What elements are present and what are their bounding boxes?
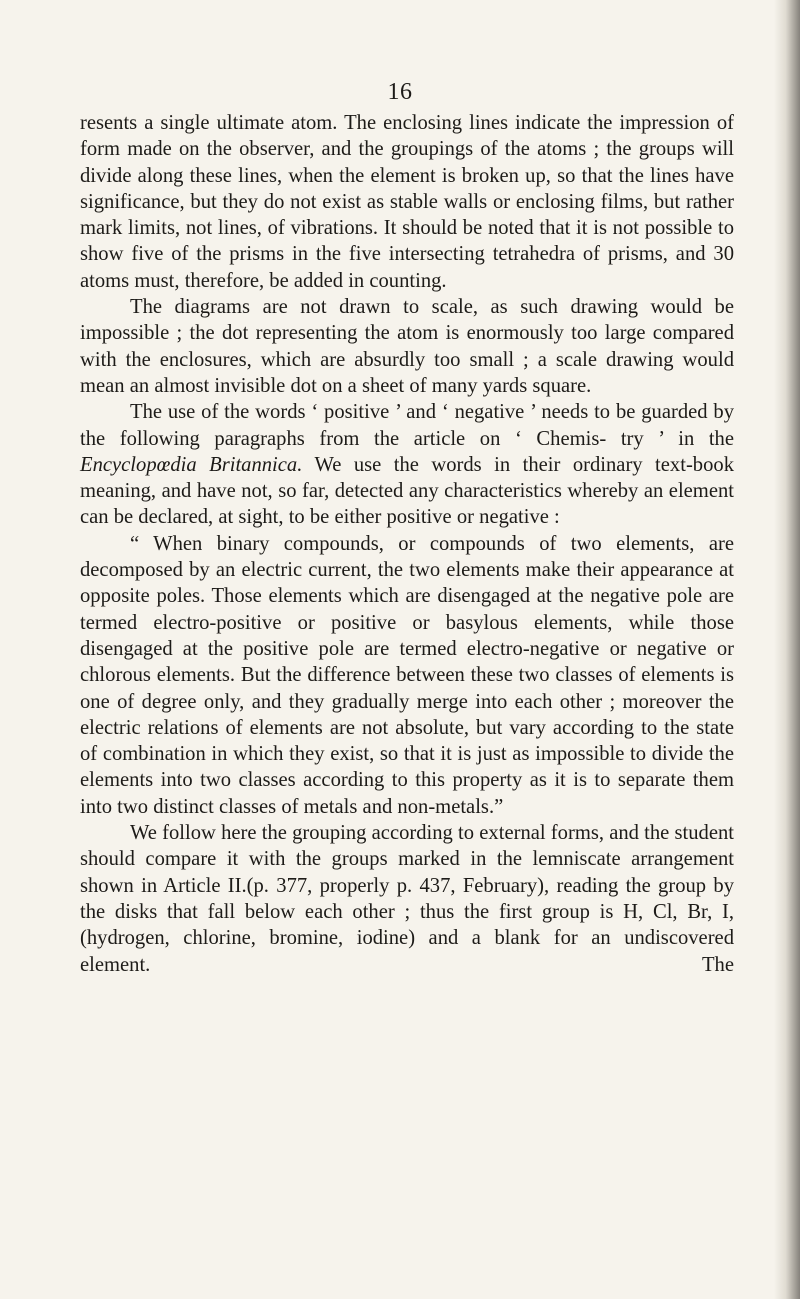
paragraph-positive-negative-end: We use the words in their ordinary text-book meaning, and have not, so far, detected any characteristics whereby an element can be declared, at sight, to be either positive or negative : (80, 453, 734, 529)
paragraph-positive-negative-start: The use of the words ‘ positive ’ and ‘ negative ’ needs to be guarded by the following paragraphs from the article on ‘ Chemis- try ’ in the (80, 401, 734, 450)
paragraph-diagram-scale: The diagrams are not drawn to scale, as such drawing would be impossible ; the dot representing the atom is enormously too large compared with the enclosures, which are absurdly too small ; a scale drawing would mean an almost invisible dot on a sheet of many yards square. (80, 296, 734, 397)
paragraph-britannica-quote: “ When binary compounds, or compounds of two elements, are decomposed by an electric current, the two elements make their appearance at opposite poles. Those elements which are disengaged at the negative pole are termed electro-positive or positive or basylous elements, while those disengaged at the positive pole are termed electro-negative or negative or chlorous elements. But the difference between these two classes of elements is one of degree only, and they gradually merge into each other ; moreover the electric relations of elements are not absolute, but vary according to the state of combination in which they exist, so that it is just as impossible to divide the elements into two classes according to this property as it is to separate them into two distinct classes of metals and non-metals.” (80, 532, 734, 818)
paragraph-atom-groupings: resents a single ultimate atom. The enclosing lines indicate the impression of form made on the observer, and the groupings of the atoms ; the groups will divide along these lines, when the element is broken up, so that the lines have significance, but they do not exist as stable walls or enclosing films, but rather mark limits, not lines, of vibrations. It should be noted that it is not possible to show five of the prisms in the five intersecting tetrahedra of prisms, and 30 atoms must, therefore, be added in counting. (80, 112, 734, 292)
page-number: 16 (387, 79, 413, 105)
encyclopaedia-title: Encyclopœdia Britannica. (80, 453, 303, 476)
paragraph-grouping: We follow here the grouping according to external forms, and the student should compare it with the groups marked in the lemniscate arrangement shown in Article II.(p. 377, properly p. 437, February), reading the group by the disks that fall below each other ; thus the first group is H, Cl, Br, I, (hydrogen, chlorine, bromine, iodine) and a blank for an undiscovered element. The (80, 822, 734, 976)
page-edge-shadow (774, 0, 800, 1299)
body-text (80, 110, 734, 978)
paragraph-positive-negative (80, 399, 734, 530)
